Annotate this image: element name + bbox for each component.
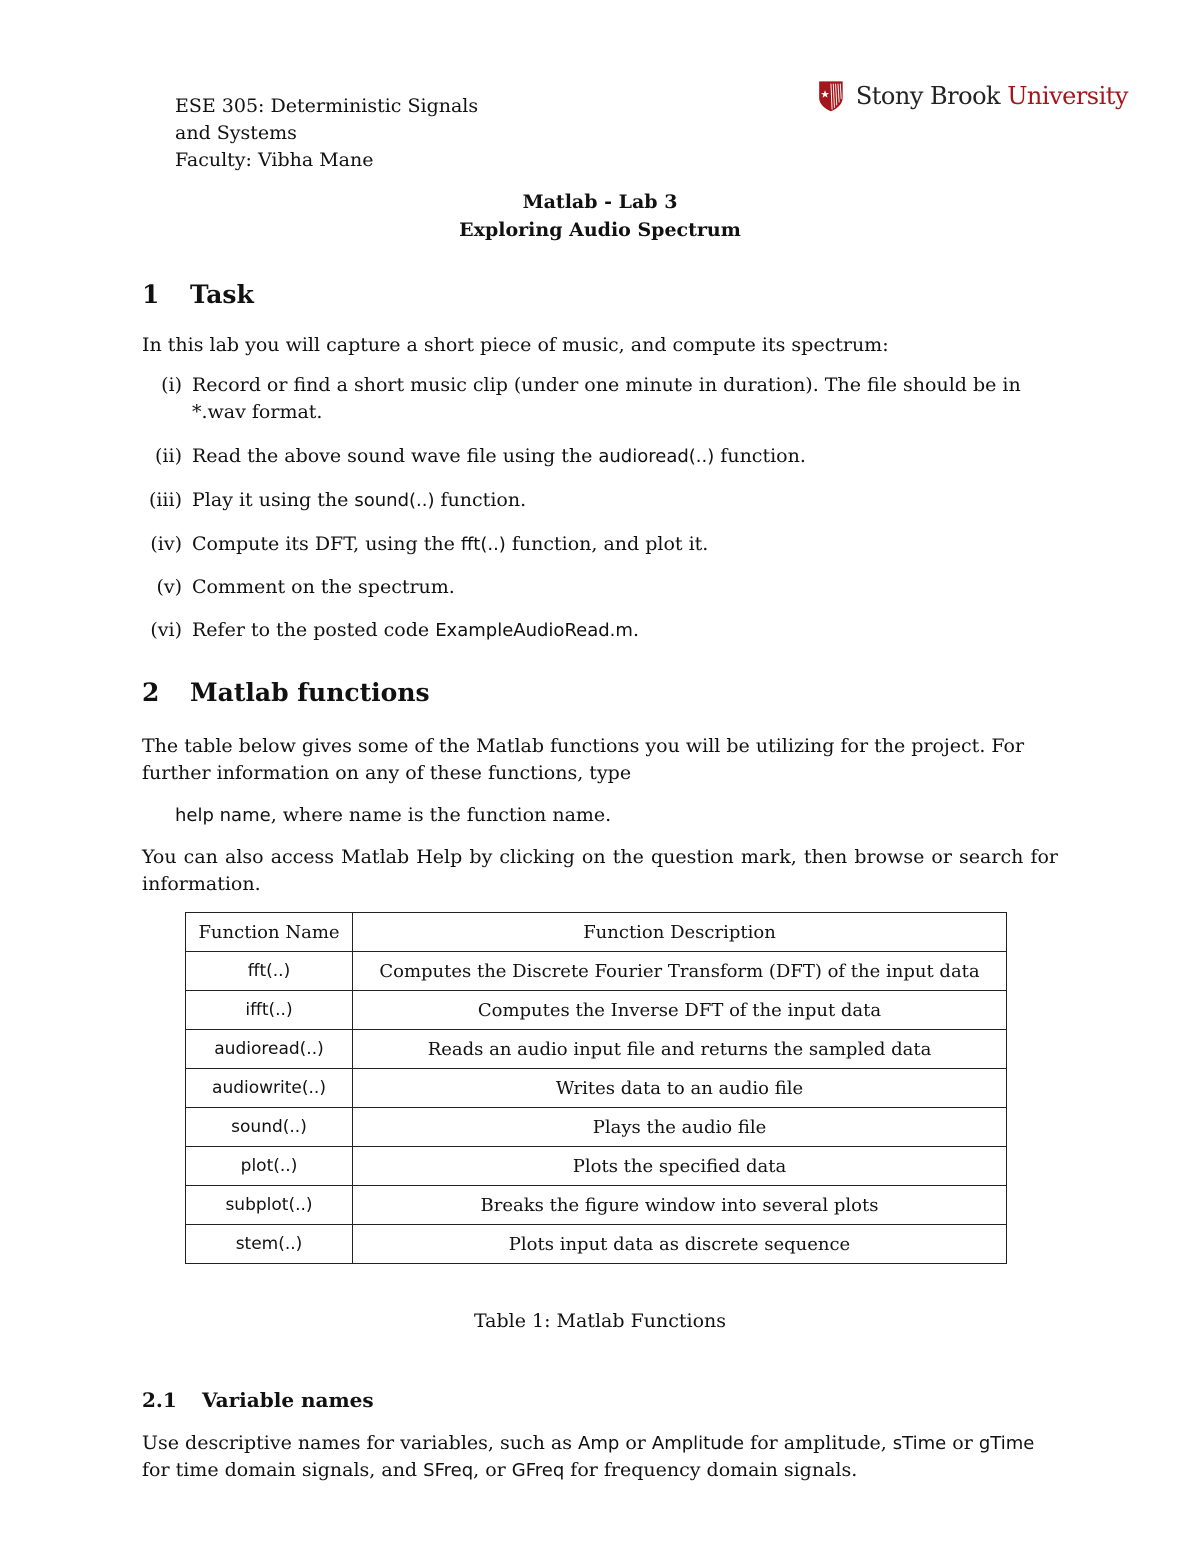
list-item-label: (vi) [150,619,182,641]
table-row [186,991,1007,1030]
list-item-text [192,443,1058,470]
table-header-row [186,913,1007,952]
list-item-text: Comment on the spectrum. [192,576,455,598]
code-file-name: ExampleAudioRead.m [435,620,633,641]
table-caption: Table 1: Matlab Functions [473,1310,727,1332]
university-logo [818,68,1128,124]
section-heading-task [142,280,254,309]
section-number: 2 [142,678,160,707]
code-variable-name: gTime [978,1433,1035,1454]
text-fragment: Use descriptive names for variables, such as [142,1432,578,1454]
function-description-cell: Plays the audio file [353,1108,1007,1147]
function-description-cell: Plots input data as discrete sequence [353,1225,1007,1264]
code-variable-name: Amplitude [651,1433,745,1454]
variable-names-paragraph [142,1430,1058,1484]
list-item-text [192,617,1058,644]
subsection-heading-variable-names [142,1388,374,1412]
list-item-label: (v) [156,576,182,598]
function-description-cell: Computes the Discrete Fourier Transform (DFT) of the input data [353,952,1007,991]
task-list-item [142,574,1058,601]
table-row [186,1069,1007,1108]
function-name-cell: ifft(..) [186,991,353,1030]
task-intro: In this lab you will capture a short piece of music, and compute its spectrum: [142,334,889,356]
function-name-cell: subplot(..) [186,1186,353,1225]
help-access-paragraph: You can also access Matlab Help by clicking on the question mark, then browse or search for information. [142,846,1058,895]
help-instruction [175,802,1055,829]
faculty-line: Faculty: Vibha Mane [175,149,374,171]
code-variable-name: SFreq [423,1460,474,1481]
table-header-cell: Function Description [353,913,1007,952]
text-fragment: function. [714,445,806,467]
code-help-command: help name [175,805,271,826]
function-name-cell: fft(..) [186,952,353,991]
table-row [186,1186,1007,1225]
code-variable-name: Amp [578,1433,620,1454]
task-list-item [142,443,1058,470]
logo-word-stony-brook: Stony Brook [855,82,1001,110]
function-name-cell: sound(..) [186,1108,353,1147]
text-fragment: , where name is the function name. [270,804,612,826]
task-list-item [142,487,1058,514]
text-fragment: for time domain signals, and [142,1459,424,1481]
section-title: Task [190,280,254,309]
text-fragment: Play it using the [192,489,355,511]
list-item-text [192,531,1058,558]
title-line2: Exploring Audio Spectrum [459,219,741,241]
text-fragment: or [619,1432,652,1454]
text-fragment: , or [473,1459,512,1481]
table-header-cell: Function Name [186,913,353,952]
text-fragment: Compute its DFT, using the [192,533,461,555]
text-fragment: for amplitude, [744,1432,893,1454]
function-name-cell: audioread(..) [186,1030,353,1069]
functions-intro: The table below gives some of the Matlab functions you will be utilizing for the project. For further information on any of these functions, type [142,735,1025,784]
list-item-text: Record or find a short music clip (under one minute in duration). The file should be in *.wav format. [192,374,1021,423]
list-item-label: (iii) [148,489,182,511]
text-fragment: Read the above sound wave file using the [192,445,599,467]
section-number: 1 [142,280,160,309]
logo-wordmark [856,82,1128,110]
course-title-line1: ESE 305: Deterministic Signals [175,95,479,117]
list-item-label: (iv) [150,533,182,555]
text-fragment: Refer to the posted code [192,619,436,641]
code-variable-name: GFreq [511,1460,565,1481]
title-line1: Matlab - Lab 3 [522,191,678,213]
text-fragment: for frequency domain signals. [564,1459,858,1481]
logo-word-university: University [1007,82,1128,110]
section-heading-matlab-functions [142,678,430,707]
code-function-name: fft(..) [460,534,506,555]
list-item-label: (i) [161,374,182,396]
function-description-cell: Plots the specified data [353,1147,1007,1186]
table-row [186,1108,1007,1147]
list-item-text [192,487,1058,514]
table-row [186,952,1007,991]
task-list-item [142,372,1058,426]
function-description-cell: Computes the Inverse DFT of the input data [353,991,1007,1030]
table-row [186,1030,1007,1069]
shield-star-icon [818,69,844,123]
code-variable-name: sTime [892,1433,947,1454]
document-title [0,188,1200,244]
course-header [175,93,478,174]
code-function-name: audioread(..) [598,446,715,467]
course-title-line2: and Systems [175,122,297,144]
function-name-cell: plot(..) [186,1147,353,1186]
function-name-cell: stem(..) [186,1225,353,1264]
list-item-label: (ii) [155,445,182,467]
function-description-cell: Reads an audio input file and returns the sampled data [353,1030,1007,1069]
code-function-name: sound(..) [354,490,435,511]
text-fragment: or [946,1432,979,1454]
function-name-cell: audiowrite(..) [186,1069,353,1108]
task-list-item [142,617,1058,644]
text-fragment: function. [434,489,527,511]
text-fragment: function, and plot it. [505,533,709,555]
section-title: Variable names [202,1388,374,1412]
section-title: Matlab functions [190,678,430,707]
text-fragment: . [632,619,639,641]
table-row [186,1147,1007,1186]
function-description-cell: Writes data to an audio file [353,1069,1007,1108]
matlab-functions-table [185,912,1007,1264]
table-row [186,1225,1007,1264]
task-list-item [142,531,1058,558]
function-description-cell: Breaks the figure window into several plots [353,1186,1007,1225]
section-number: 2.1 [142,1388,177,1412]
